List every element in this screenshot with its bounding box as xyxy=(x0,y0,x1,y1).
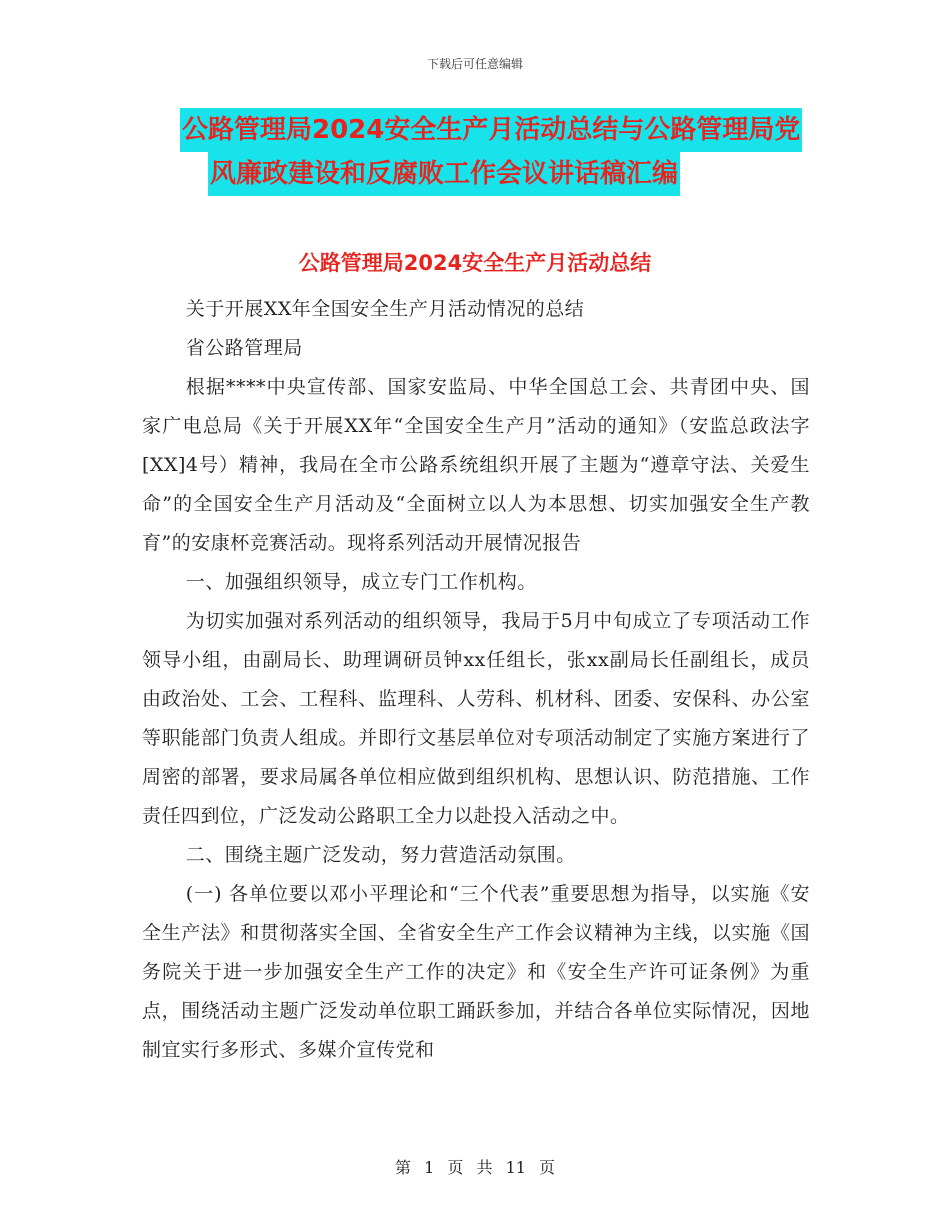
page-number: 1 xyxy=(424,1158,435,1177)
paragraph: 为切实加强对系列活动的组织领导，我局于5月中旬成立了专项活动工作领导小组，由副局长、助理调研员钟xx任组长，张xx副局长任副组长，成员由政治处、工会、工程科、监理科、人劳科、机材科、团委、安保科、办公室等职能部门负责人组成。并即行文基层单位对专项活动制定了实施方案进行了周密的部署，要求局属各单位相应做到组织机构、思想认识、防范措施、工作责任四到位，广泛发动公路职工全力以赴投入活动之中。 xyxy=(142,610,810,827)
footer-gong: 共 xyxy=(476,1158,493,1177)
paragraph: (一) 各单位要以邓小平理论和“三个代表”重要思想为指导，以实施《安全生产法》和贯彻落实全国、全省安全生产工作会议精神为主线，以实施《国务院关于进一步加强安全生产工作的决定》和《安全生产许可证条例》为重点，围绕活动主题广泛发动单位职工踊跃参加，并结合各单位实际情况，因地制宜实行多形式、多媒介宣传党和 xyxy=(142,883,810,1061)
document-title xyxy=(180,108,820,196)
paragraph: 一、加强组织领导，成立专门工作机构。 xyxy=(185,571,537,593)
footer-di: 第 xyxy=(394,1158,411,1177)
footer-ye: 页 xyxy=(447,1158,464,1177)
paragraph: 二、围绕主题广泛发动，努力营造活动氛围。 xyxy=(185,844,576,866)
page-footer xyxy=(0,1155,950,1178)
paragraph: 根据****中央宣传部、国家安监局、中华全国总工会、共青团中央、国家广电总局《关于开展XX年“全国安全生产月”活动的通知》（安监总政法字[XX]4号）精神，我局在全市公路系统组织开展了主题为“遵章守法、关爱生命”的全国安全生产月活动及“全面树立以人为本思想、切实加强安全生产教育”的安康杯竞赛活动。现将系列活动开展情况报告 xyxy=(142,376,810,554)
paragraph: 关于开展XX年全国安全生产月活动情况的总结 xyxy=(185,298,585,320)
title-line-1: 公路管理局2024安全生产月活动总结与公路管理局党 xyxy=(180,108,802,152)
footer-ye2: 页 xyxy=(539,1158,556,1177)
total-pages: 11 xyxy=(505,1158,526,1177)
section-title: 公路管理局2024安全生产月活动总结 xyxy=(298,251,652,275)
title-line-2: 风廉政建设和反腐败工作会议讲话稿汇编 xyxy=(208,152,680,196)
document-body xyxy=(142,290,810,1070)
header-note: 下载后可任意编辑 xyxy=(426,57,523,71)
paragraph: 省公路管理局 xyxy=(185,337,303,359)
